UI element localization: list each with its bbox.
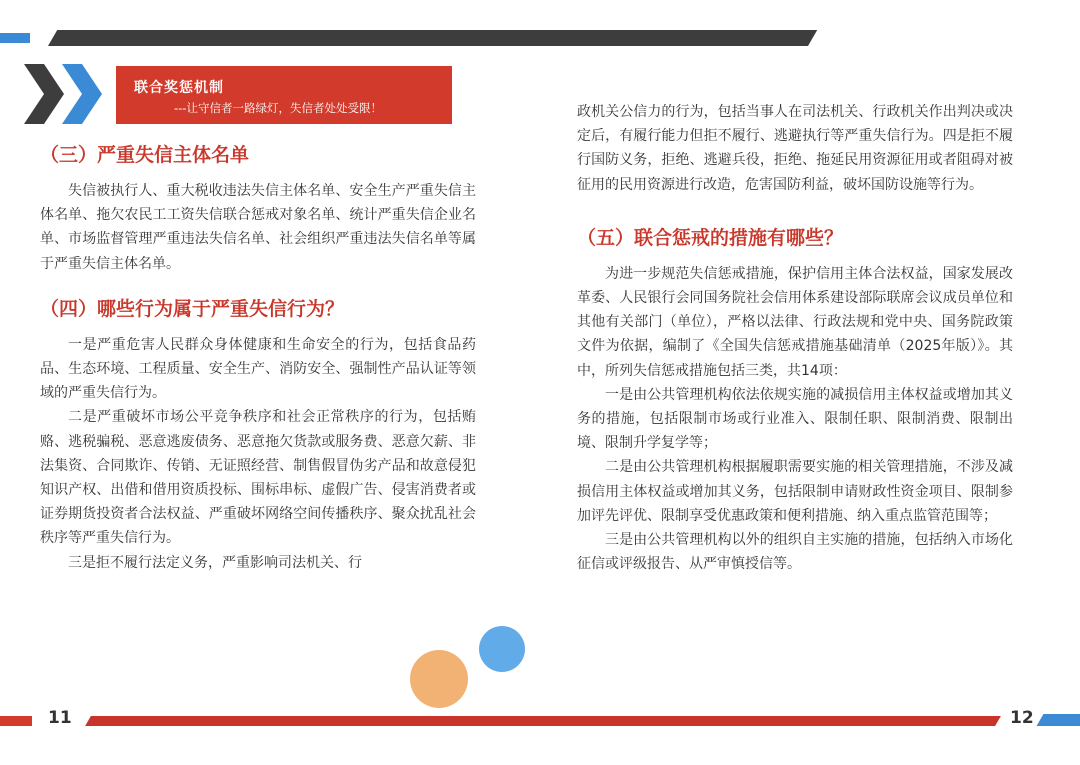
right-column xyxy=(577,100,1013,576)
chevron-gray-icon xyxy=(24,64,60,124)
page-number-right: 12 xyxy=(1010,708,1034,728)
banner-subtitle: ---让守信者一路绿灯，失信者处处受限！ xyxy=(174,101,382,115)
bottom-blue-stripe xyxy=(1037,714,1080,726)
decor-circle-orange xyxy=(410,650,468,708)
section3-body: 失信被执行人、重大税收违法失信主体名单、安全生产严重失信主体名单、拖欠农民工工资失信联合惩戒对象名单、统计严重失信企业名单、市场监督管理严重违法失信名单、社会组织严重违法失信名单等属于严重失信主体名单。 xyxy=(40,183,476,272)
continuation-text: 政机关公信力的行为，包括当事人在司法机关、行政机关作出判决或决定后，有履行能力但拒不履行、逃避执行等严重失信行为。四是拒不履行国防义务，拒绝、逃避兵役，拒绝、拖延民用资源征用或者阻碍对被征用的民用资源进行改造，危害国防利益，破坏国防设施等行为。 xyxy=(577,104,1013,193)
top-gray-stripe xyxy=(48,30,817,46)
bottom-red-stripe-left xyxy=(0,716,32,726)
section3-heading: （三）严重失信主体名单 xyxy=(40,144,250,166)
banner-title: 联合奖惩机制 xyxy=(134,80,224,96)
section5-para-1: 为进一步规范失信惩戒措施，保护信用主体合法权益，国家发展改革委、人民银行会同国务院社会信用体系建设部际联席会议成员单位和其他有关部门（单位），严格以法律、行政法规和党中央、国务院政策文件为依据，编制了《全国失信惩戒措施基础清单（2025年版）》。其中，所列失信惩戒措施包括三类，共14项： xyxy=(577,265,1013,379)
section5-para-2: 一是由公共管理机构依法依规实施的减损信用主体权益或增加其义务的措施，包括限制市场或行业准入、限制任职、限制消费、限制出境、限制升学复学等； xyxy=(577,386,1013,452)
top-blue-stripe xyxy=(0,33,30,43)
section4-para-1: 一是严重危害人民群众身体健康和生命安全的行为，包括食品药品、生态环境、工程质量、安全生产、消防安全、强制性产品认证等领域的严重失信行为。 xyxy=(40,336,476,402)
section4-heading: （四）哪些行为属于严重失信行为？ xyxy=(40,297,345,320)
section5-heading: （五）联合惩戒的措施有哪些？ xyxy=(577,226,844,249)
chevron-blue-icon xyxy=(62,64,98,124)
page-number-left: 11 xyxy=(48,708,72,728)
bottom-red-stripe xyxy=(85,716,1001,726)
section4-para-3: 三是拒不履行法定义务，严重影响司法机关、行 xyxy=(68,554,362,571)
section5-para-4: 三是由公共管理机构以外的组织自主实施的措施，包括纳入市场化征信或评级报告、从严审慎授信等。 xyxy=(577,532,1013,573)
section4-para-2: 二是严重破坏市场公平竞争秩序和社会正常秩序的行为，包括贿赂、逃税骗税、恶意逃废债务、恶意拖欠货款或服务费、恶意欠薪、非法集资、合同欺诈、传销、无证照经营、制售假冒伪劣产品和故意侵犯知识产权、出借和借用资质投标、围标串标、虚假广告、侵害消费者或证券期货投资者合法权益、严重破坏网络空间传播秩序、聚众扰乱社会秩序等严重失信行为。 xyxy=(40,409,476,547)
decor-circle-blue xyxy=(479,626,525,672)
left-column xyxy=(40,140,476,575)
section5-para-3: 二是由公共管理机构根据履职需要实施的相关管理措施，不涉及减损信用主体权益或增加其义务，包括限制申请财政性资金项目、限制参加评先评优、限制享受优惠政策和便利措施、纳入重点监管范围等； xyxy=(577,459,1013,524)
